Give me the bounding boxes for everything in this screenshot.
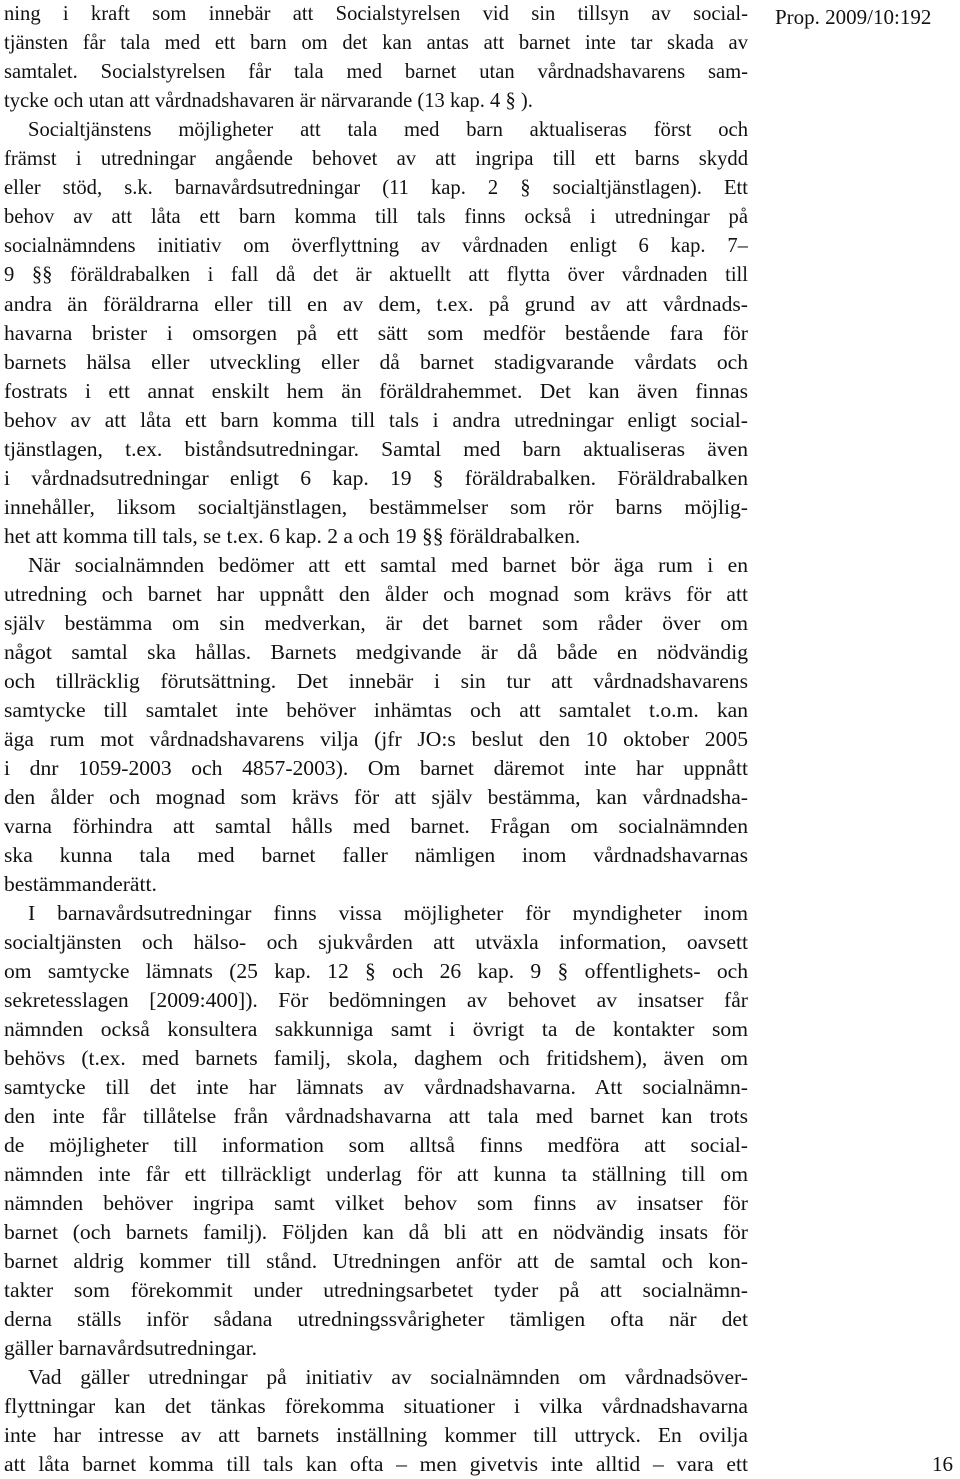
text-line: den inte får tillåtelse från vårdnadshavarna att tala med barnet kan trots	[4, 1104, 748, 1128]
text-line: derna ställs inför sådana utredningssvårigheter tämligen ofta när det	[4, 1307, 748, 1331]
text-line: de möjligheter till information som alltså finns medföra att social-	[4, 1133, 748, 1157]
text-line: barnet aldrig kommer till stånd. Utredningen anför att de samtal och kon-	[4, 1249, 748, 1273]
proposition-header: Prop. 2009/10:192	[775, 5, 932, 29]
text-line: något samtal ska hållas. Barnets medgivande är då både en nödvändig	[4, 640, 748, 664]
text-line: äga rum mot vårdnadshavarens vilja (jfr JO:s beslut den 10 oktober 2005	[4, 727, 748, 751]
body-text	[4, 0, 748, 1479]
text-line: tjänsten får tala med ett barn om det kan antas att barnet inte tar skada av	[4, 32, 748, 54]
text-line: den ålder och mognad som krävs för att själv bestämma, kan vårdnadsha-	[4, 785, 748, 809]
text-line: behov av att låta ett barn komma till tals i andra utredningar enligt social-	[4, 408, 748, 432]
text-line: Vad gäller utredningar på initiativ av socialnämnden om vårdnadsöver-	[28, 1365, 748, 1389]
text-line: ning i kraft som innebär att Socialstyrelsen vid sin tillsyn av social-	[4, 3, 748, 25]
text-line: själv bestämma om sin medverkan, är det barnet som råder över om	[4, 611, 748, 635]
text-line: tjänstlagen, t.ex. biståndsutredningar. Samtal med barn aktualiseras även	[4, 437, 748, 461]
text-line: behov av att låta ett barn komma till tals finns också i utredningar på	[4, 206, 748, 228]
text-line: Socialtjänstens möjligheter att tala med barn aktualiseras först och	[28, 119, 748, 141]
text-line: nämnden inte får ett tillräckligt underlag för att kunna ta ställning till om	[4, 1162, 748, 1186]
text-line: socialnämndens initiativ om överflyttning av vårdnaden enligt 6 kap. 7–	[4, 235, 748, 257]
text-line: andra än föräldrarna eller till en av dem, t.ex. på grund av att vårdnads-	[4, 292, 748, 316]
text-line: gäller barnavårdsutredningar.	[4, 1336, 258, 1360]
text-line: het att komma till tals, se t.ex. 6 kap. 2 a och 19 §§ föräldrabalken.	[4, 524, 581, 548]
text-line: att låta barnet komma till tals kan ofta – men givetvis inte alltid – vara ett	[4, 1452, 748, 1476]
text-line: ska kunna tala med barnet faller nämligen inom vårdnadshavarnas	[4, 843, 748, 867]
text-line: 9 §§ föräldrabalken i fall då det är aktuellt att flytta över vårdnaden till	[4, 264, 748, 286]
text-line: i vårdnadsutredningar enligt 6 kap. 19 § föräldrabalken. Föräldrabalken	[4, 466, 748, 490]
text-line: havarna brister i omsorgen på ett sätt som medför bestående fara för	[4, 321, 748, 345]
text-line: nämnden också konsultera sakkunniga samt i övrigt ta de kontakter som	[4, 1017, 748, 1041]
text-line: barnets hälsa eller utveckling eller då barnet stadigvarande vårdats och	[4, 350, 748, 374]
text-line: När socialnämnden bedömer att ett samtal med barnet bör äga rum i en	[28, 553, 748, 577]
text-line: barnet (och barnets familj). Följden kan då bli att en nödvändig insats för	[4, 1220, 748, 1244]
text-line: tycke och utan att vårdnadshavaren är närvarande (13 kap. 4 § ).	[4, 90, 533, 112]
text-line: i dnr 1059-2003 och 4857-2003). Om barnet däremot inte har uppnått	[4, 756, 748, 780]
text-line: nämnden behöver ingripa samt vilket behov som finns av insatser för	[4, 1191, 748, 1215]
text-line: inte har intresse av att barnets inställning kommer till uttryck. En ovilja	[4, 1423, 748, 1447]
text-line: främst i utredningar angående behovet av att ingripa till ett barns skydd	[4, 148, 748, 170]
text-line: samtycke till samtalet inte behöver inhämtas och att samtalet t.o.m. kan	[4, 698, 748, 722]
text-line: I barnavårdsutredningar finns vissa möjligheter för myndigheter inom	[28, 901, 748, 925]
text-line: takter som förekommit under utredningsarbetet tyder på att socialnämn-	[4, 1278, 748, 1302]
text-line: eller stöd, s.k. barnavårdsutredningar (11 kap. 2 § socialtjänstlagen). Ett	[4, 177, 748, 199]
page-number: 16	[932, 1452, 953, 1476]
text-line: sekretesslagen [2009:400]). För bedömningen av behovet av insatser får	[4, 988, 748, 1012]
text-line: fostrats i ett annat enskilt hem än föräldrahemmet. Det kan även finnas	[4, 379, 748, 403]
text-line: behövs (t.ex. med barnets familj, skola, daghem och fritidshem), även om	[4, 1046, 748, 1070]
text-line: innehåller, liksom socialtjänstlagen, bestämmelser som rör barns möjlig-	[4, 495, 748, 519]
text-line: samtalet. Socialstyrelsen får tala med barnet utan vårdnadshavarens sam-	[4, 61, 748, 83]
text-line: samtycke till det inte har lämnats av vårdnadshavarna. Att socialnämn-	[4, 1075, 748, 1099]
text-line: socialtjänsten och hälso- och sjukvården att utväxla information, oavsett	[4, 930, 748, 954]
text-line: flyttningar kan det tänkas förekomma situationer i vilka vårdnadshavarna	[4, 1394, 748, 1418]
text-line: om samtycke lämnats (25 kap. 12 § och 26 kap. 9 § offentlighets- och	[4, 959, 748, 983]
text-line: utredning och barnet har uppnått den ålder och mognad som krävs för att	[4, 582, 748, 606]
text-line: och tillräcklig förutsättning. Det innebär i sin tur att vårdnadshavarens	[4, 669, 748, 693]
text-line: varna förhindra att samtal hålls med barnet. Frågan om socialnämnden	[4, 814, 748, 838]
text-line: bestämmanderätt.	[4, 872, 157, 896]
